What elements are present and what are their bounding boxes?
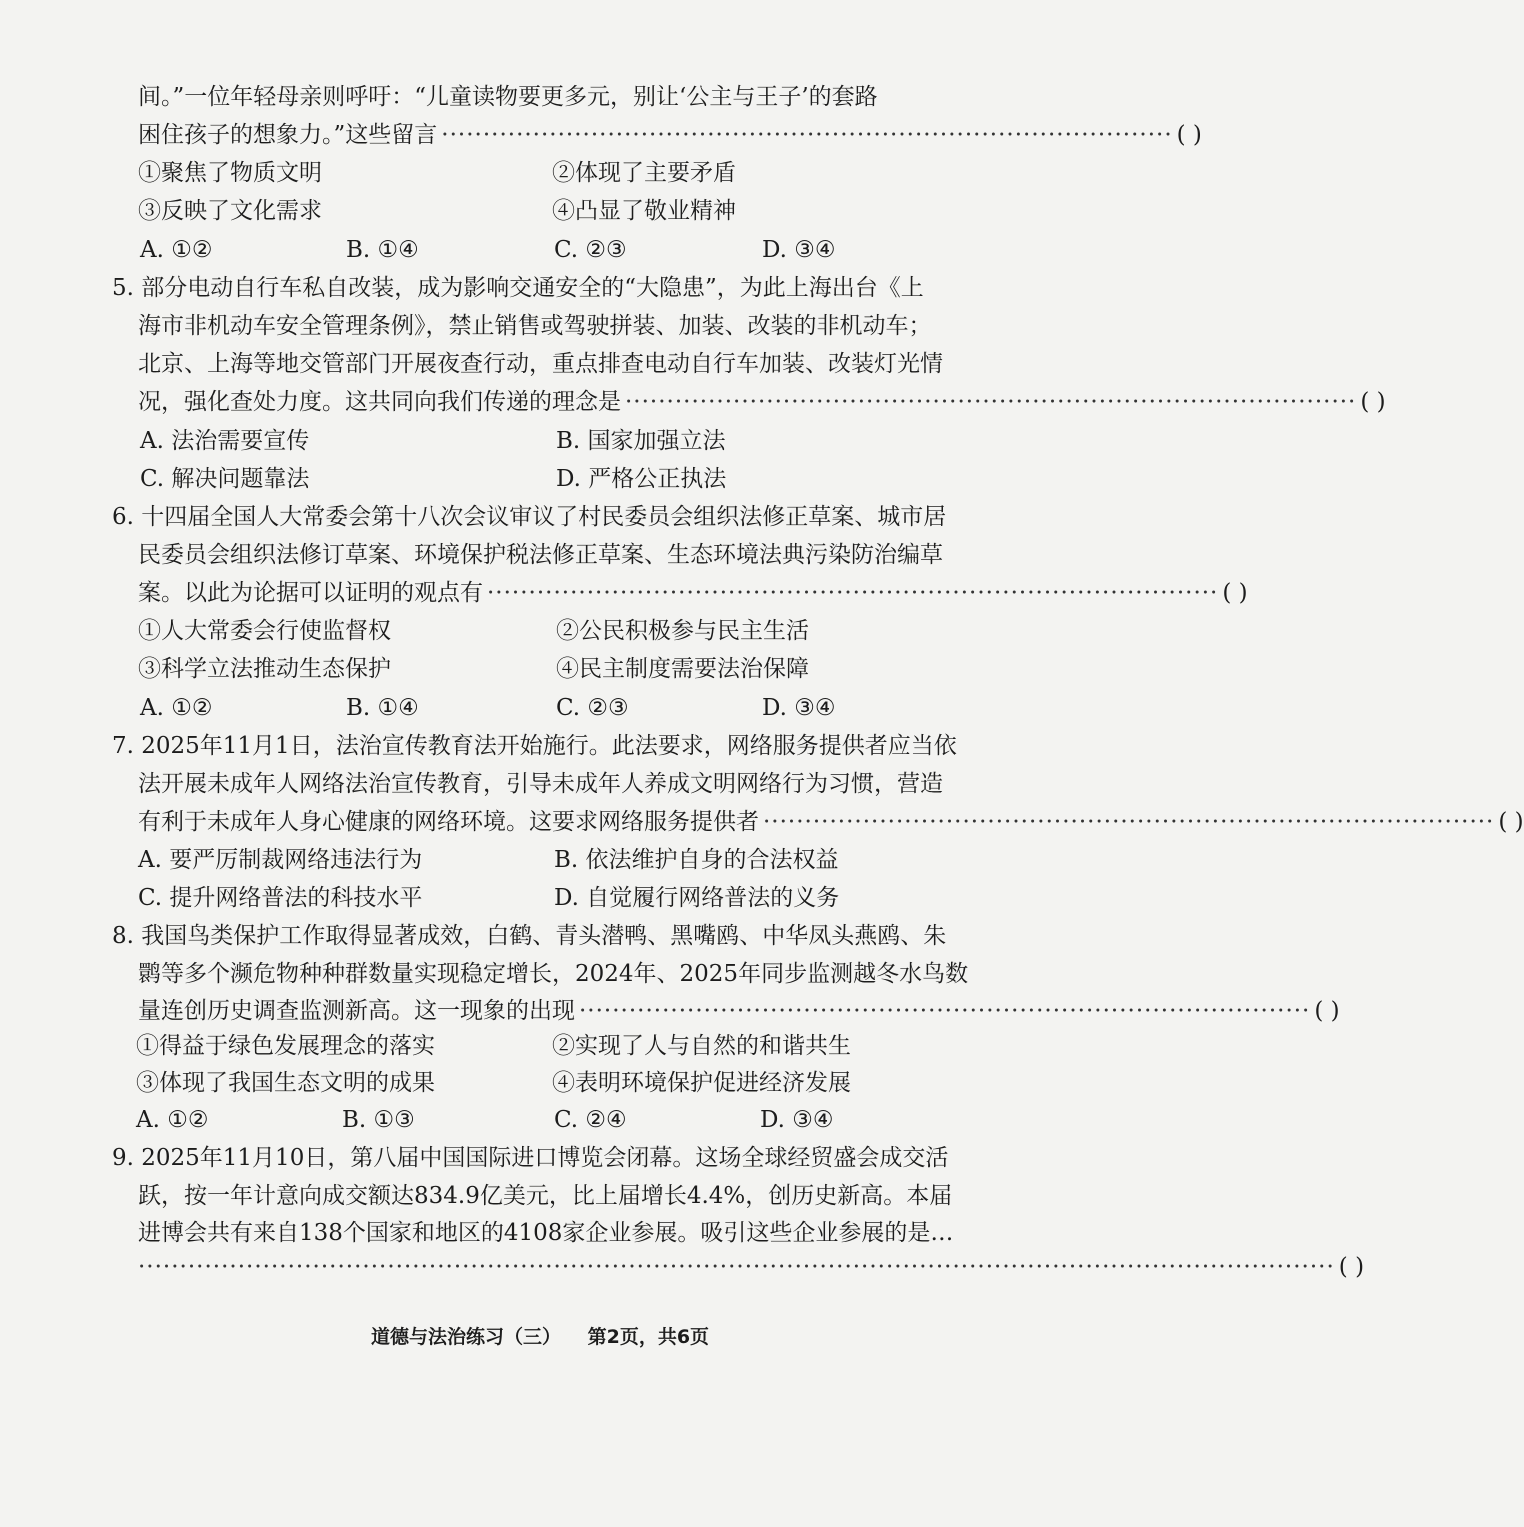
q7-choice-b[interactable]: B. 依法维护自身的合法权益 [554,847,839,873]
q9-line-4 [138,1252,1365,1282]
q8-option-3: ③体现了我国生态文明的成果 [136,1070,435,1096]
q5-line-2: 海市非机动车安全管理条例》，禁止销售或驾驶拼装、加装、改装的非机动车； [138,313,932,339]
q8-line-2: 鹮等多个濒危物种种群数量实现稳定增长，2024年、2025年同步监测越冬水鸟数 [138,961,969,987]
answer-blank[interactable]: ( ) [1176,122,1202,148]
q9-line-3: 进博会共有来自138个国家和地区的4108家企业参展。吸引这些企业参展的是… [138,1220,954,1246]
leader-dots: ························································································ [579,998,1311,1024]
q6-choice-a[interactable]: A. ①② [140,695,213,721]
answer-blank[interactable]: ( ) [1498,809,1524,835]
q4-option-3: ③反映了文化需求 [138,198,322,224]
answer-blank[interactable]: ( ) [1222,580,1248,606]
q6-choice-c[interactable]: C. ②③ [556,695,629,721]
q8-line-3-text: 量连创历史调查监测新高。这一现象的出现 [138,998,575,1024]
answer-blank[interactable]: ( ) [1314,998,1340,1024]
q6-option-3: ③科学立法推动生态保护 [138,656,391,682]
q8-choice-a[interactable]: A. ①② [136,1107,209,1133]
q6-option-4: ④民主制度需要法治保障 [556,656,809,682]
q5-choice-d[interactable]: D. 严格公正执法 [556,466,727,492]
q7-line-3 [138,807,1524,837]
q4-choice-c[interactable]: C. ②③ [554,237,627,263]
q8-option-2: ②实现了人与自然的和谐共生 [552,1033,851,1059]
q8-option-1: ①得益于绿色发展理念的落实 [136,1033,435,1059]
q4-choice-d[interactable]: D. ③④ [762,237,836,263]
q8-choice-d[interactable]: D. ③④ [760,1107,834,1133]
q6-line-3 [138,578,1248,608]
q8-choice-c[interactable]: C. ②④ [554,1107,627,1133]
leader-dots: ························································································ [441,122,1173,148]
q4-option-2: ②体现了主要矛盾 [552,160,736,186]
q4-choice-b[interactable]: B. ①④ [346,237,419,263]
q4-line-2-text: 困住孩子的想象力。”这些留言 [138,122,438,148]
q6-choice-d[interactable]: D. ③④ [762,695,836,721]
q4-line-1: 间。”一位年轻母亲则呼吁：“儿童读物要更多元，别让‘公主与王子’的套路 [138,84,878,110]
q5-choice-c[interactable]: C. 解决问题靠法 [140,466,310,492]
q5-line-4 [138,387,1386,417]
q6-line-3-text: 案。以此为论据可以证明的观点有 [138,580,483,606]
q8-choice-b[interactable]: B. ①③ [342,1107,415,1133]
q9-line-1: 9. 2025年11月10日，第八届中国国际进口博览会闭幕。这场全球经贸盛会成交活 [112,1145,949,1171]
footer-page-number: 第2页，共6页 [587,1326,710,1348]
page-footer [0,1322,1080,1349]
answer-blank[interactable]: ( ) [1338,1254,1365,1280]
q7-line-3-text: 有利于未成年人身心健康的网络环境。这要求网络服务提供者 [138,809,759,835]
q4-option-1: ①聚焦了物质文明 [138,160,322,186]
q6-line-2: 民委员会组织法修订草案、环境保护税法修正草案、生态环境法典污染防治编草 [138,542,943,568]
q6-option-2: ②公民积极参与民主生活 [556,618,809,644]
q6-option-1: ①人大常委会行使监督权 [138,618,391,644]
q7-choice-c[interactable]: C. 提升网络普法的科技水平 [138,885,423,911]
answer-blank[interactable]: ( ) [1360,389,1386,415]
leader-dots: ················································································································································ [138,1254,1335,1280]
q5-line-4-text: 况，强化查处力度。这共同向我们传递的理念是 [138,389,621,415]
q4-option-4: ④凸显了敬业精神 [552,198,736,224]
q6-line-1: 6. 十四届全国人大常委会第十八次会议审议了村民委员会组织法修正草案、城市居 [112,504,947,530]
footer-title: 道德与法治练习（三） [370,1326,561,1348]
q7-line-1: 7. 2025年11月1日，法治宣传教育法开始施行。此法要求，网络服务提供者应当依 [112,733,957,759]
q5-choice-a[interactable]: A. 法治需要宣传 [140,428,310,454]
q4-choice-a[interactable]: A. ①② [140,237,213,263]
q8-option-4: ④表明环境保护促进经济发展 [552,1070,851,1096]
q9-line-2: 跃，按一年计意向成交额达834.9亿美元，比上届增长4.4%，创历史新高。本届 [138,1183,953,1209]
q8-line-3 [138,996,1340,1026]
q4-line-2 [138,120,1202,150]
leader-dots: ························································································ [625,389,1357,415]
q7-choice-d[interactable]: D. 自觉履行网络普法的义务 [554,885,840,911]
q5-choice-b[interactable]: B. 国家加强立法 [556,428,726,454]
q6-choice-b[interactable]: B. ①④ [346,695,419,721]
q8-line-1: 8. 我国鸟类保护工作取得显著成效，白鹤、青头潜鸭、黑嘴鸥、中华凤头燕鸥、朱 [112,923,947,949]
leader-dots: ························································································ [487,580,1219,606]
q5-line-1: 5. 部分电动自行车私自改装，成为影响交通安全的“大隐患”，为此上海出台《上 [112,275,924,301]
q7-line-2: 法开展未成年人网络法治宣传教育，引导未成年人养成文明网络行为习惯，营造 [138,771,943,797]
q7-choice-a[interactable]: A. 要严厉制裁网络违法行为 [138,847,423,873]
leader-dots: ························································································ [763,809,1495,835]
q5-line-3: 北京、上海等地交管部门开展夜查行动，重点排查电动自行车加装、改装灯光情 [138,351,943,377]
